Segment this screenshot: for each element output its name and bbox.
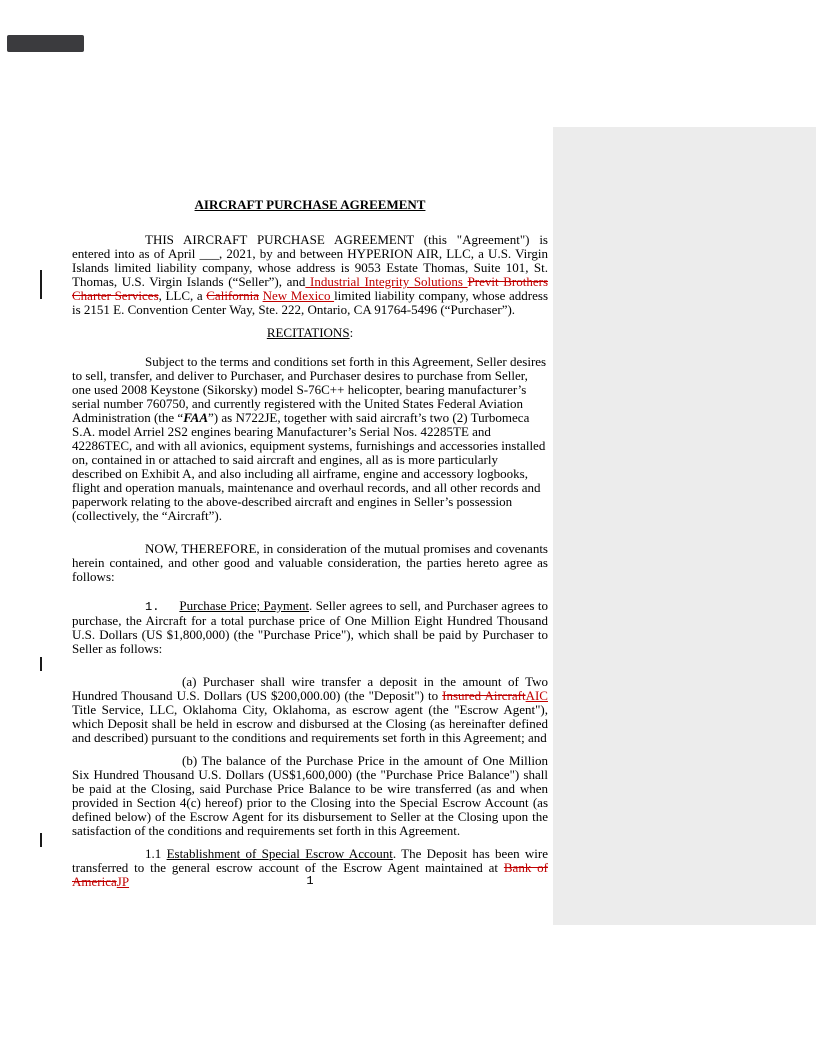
section-number: 1. (145, 600, 160, 614)
document-content (72, 198, 548, 889)
text-run: . Seller agrees to sell, and Purchaser agrees to purchase, the Aircraft for a total purchase price of One Million Eight Hundred Thousand U.S. Dollars (US $1,800,000) (the "Purchase Price"), which shall be paid by Purchaser to Seller as follows: (72, 598, 548, 656)
text-run: : (349, 325, 354, 340)
text-run: ”) as N722JE, together with said aircraft’s two (2) Turbomeca S.A. model Arriel 2S2 engines bearing Manufacturer’s Serial Nos. 42285TE and 42286TEC, and with all avionics, equipment systems, furnishings and accessories installed on, contained in or attached to said aircraft and engines, all as is more particularly described on Exhibit A, and also including all airframe, engine and accessory logbooks, flight and operation manuals, maintenance and overhaul records, and all other records and paperwork relating to the above-described aircraft and engines in Seller’s possession (collectively, the “Aircraft”). (72, 410, 546, 523)
underlined-text: Purchase Price; Payment (179, 598, 310, 613)
change-bar (40, 657, 42, 671)
document-title: AIRCRAFT PURCHASE AGREEMENT (194, 197, 426, 212)
subsection-a-paragraph (72, 675, 548, 745)
text-run: NOW, THEREFORE, in consideration of the mutual promises and covenants herein contained, and other good and valuable consideration, the parties hereto agree as follows: (72, 541, 548, 584)
text-run: limited liability company, whose address is 2151 E. Convention Center Way, Ste. 222, Ontario, CA 91764-5496 (“Purchaser”). (72, 288, 548, 317)
recitations-heading (72, 326, 548, 340)
bold-italic-text: FAA (183, 410, 209, 425)
dark-overlay-box (7, 35, 84, 52)
recitals-paragraph (72, 355, 548, 523)
underlined-text: Establishment of Special Escrow Account (166, 846, 393, 861)
text-run: Subject to the terms and conditions set forth in this Agreement, Seller desires to sell, transfer, and deliver to Purchaser, and Purchaser desires to purchase from Seller, one used 2008 Keystone (Sikorsky) model S-76C++ helicopter, bearing manufacturer’s serial number 760750, and currently registered with the United States Federal Aviation Administration (the “ (72, 354, 547, 425)
underlined-text: RECITATIONS (266, 325, 350, 340)
text-run: Title Service, LLC, Oklahoma City, Oklahoma, as escrow agent (the "Escrow Agent"), which Deposit shall be held in escrow and disbursed at the Closing (as hereinafter defined and described) pursuant to the conditions and requirements set forth in this Agreement; and (72, 702, 548, 745)
inserted-text: AIC (525, 688, 548, 703)
page-number: 1 (306, 874, 314, 888)
deleted-text: California (206, 288, 259, 303)
deleted-text: Bank of America (72, 860, 548, 889)
text-run: (a) Purchaser shall wire transfer a deposit in the amount of Two Hundred Thousand U.S. Dollars (US $200,000.00) (the "Deposit") to (72, 674, 548, 703)
text-run: . The Deposit has been wire transferred to the general escrow account of the Escrow Agent maintained at (72, 846, 549, 875)
text-run: , LLC, a (158, 288, 207, 303)
markup-area (553, 127, 816, 925)
inserted-text: JP (116, 874, 130, 889)
subsection-b-paragraph (72, 754, 548, 838)
document-paragraphs (72, 233, 548, 889)
change-bar (40, 833, 42, 847)
change-bar (40, 270, 42, 299)
text-run: THIS AIRCRAFT PURCHASE AGREEMENT (this "Agreement") is entered into as of April ___, 2021, by and between HYPERION AIR, LLC, a U.S. Virgin Islands limited liability company, whose address is 9053 Estate Thomas, Suite 101, St. Thomas, U.S. Virgin Islands (“Seller”), and (72, 232, 548, 289)
opening-paragraph (72, 233, 548, 317)
inserted-text: New Mexico (262, 288, 335, 303)
deleted-text: Previt Brothers Charter Services (72, 274, 548, 303)
section-1-paragraph (72, 599, 548, 656)
deleted-text: Insured Aircraft (442, 688, 526, 703)
text-run: 1.1 (145, 846, 167, 861)
text-run: (b) The balance of the Purchase Price in the amount of One Million Six Hundred Thousand U.S. Dollars (US$1,600,000) (the "Purchase Price Balance") shall be paid at the Closing, said Purchase Price Balance to be wire transferred (as and when provided in Section 4(c) hereof) prior to the Closing into the Special Escrow Account (as defined below) of the Escrow Agent for its disbursement to Seller at the Closing upon the satisfaction of the conditions and requirements set forth in this Agreement. (72, 753, 548, 838)
inserted-text: Industrial Integrity Solutions (305, 274, 468, 289)
now-therefore-paragraph (72, 542, 548, 584)
